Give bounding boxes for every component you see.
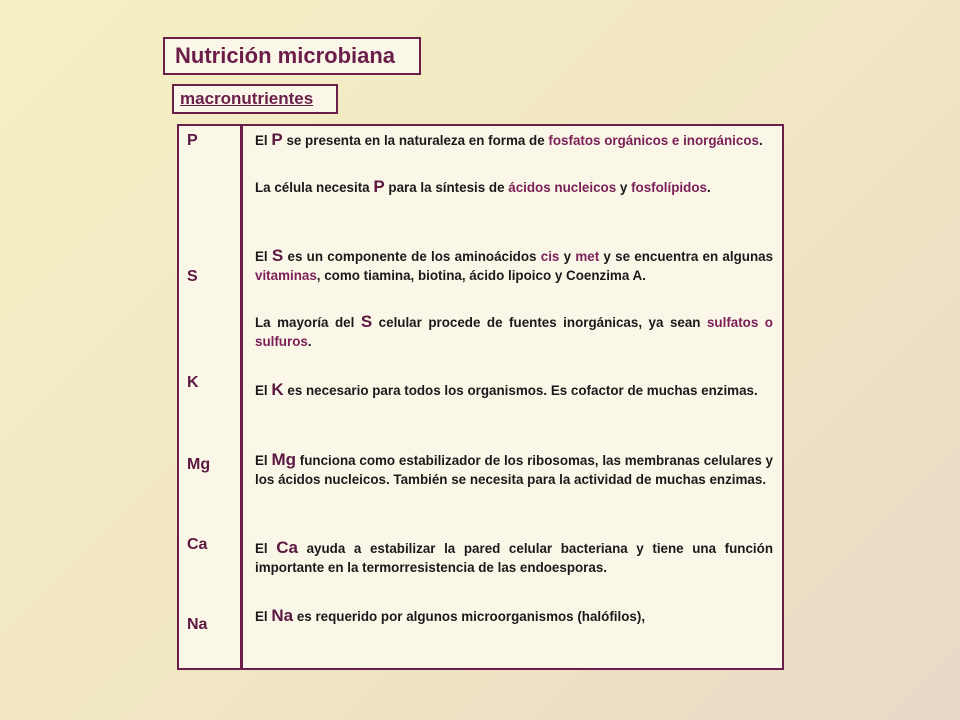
symbol-p: P [373,177,385,196]
section-subtitle: macronutrientes [172,84,338,114]
symbol-k: K [271,380,284,399]
element-mg: Mg [187,456,211,473]
page-title: Nutrición microbiana [163,37,421,75]
symbol-mg: Mg [271,450,296,469]
element-s: S [187,268,198,285]
paragraph-phosphorus-2: La célula necesita P para la síntesis de ácidos nucleicos y fosfolípidos. [255,177,711,196]
element-column [177,124,242,670]
paragraph-sulfur-1: El S es un componente de los aminoácidos cis y met y se encuentra en algunas vitaminas, como tiamina, biotina, ácido lipoico y Coenzima A. [255,246,774,283]
paragraph-potassium: El K es necesario para todos los organismos. Es cofactor de muchas enzimas. [255,380,758,399]
paragraph-sodium: El Na es requerido por algunos microorganismos (halófilos), [255,606,646,625]
description-column [241,124,784,670]
element-ca: Ca [187,536,208,553]
element-na: Na [187,616,208,633]
paragraph-phosphorus-1: El P se presenta en la naturaleza en forma de fosfatos orgánicos e inorgánicos. [255,130,763,149]
symbol-na: Na [271,606,294,625]
symbol-p: P [271,130,283,149]
paragraph-magnesium: El Mg funciona como estabilizador de los ribosomas, las membranas celulares y los ácidos nucleicos. También se necesita para la actividad de muchas enzimas. [255,450,774,487]
symbol-ca: Ca [276,538,298,557]
symbol-s: S [271,246,284,265]
element-k: K [187,374,199,391]
paragraph-calcium: El Ca ayuda a estabilizar la pared celular bacteriana y tiene una función importante en la termorresistencia de las endoesporas. [255,538,773,575]
element-p: P [187,132,198,149]
symbol-s: S [360,312,373,331]
paragraph-sulfur-2: La mayoría del S celular procede de fuentes inorgánicas, ya sean sulfatos o sulfuros. [255,312,773,349]
